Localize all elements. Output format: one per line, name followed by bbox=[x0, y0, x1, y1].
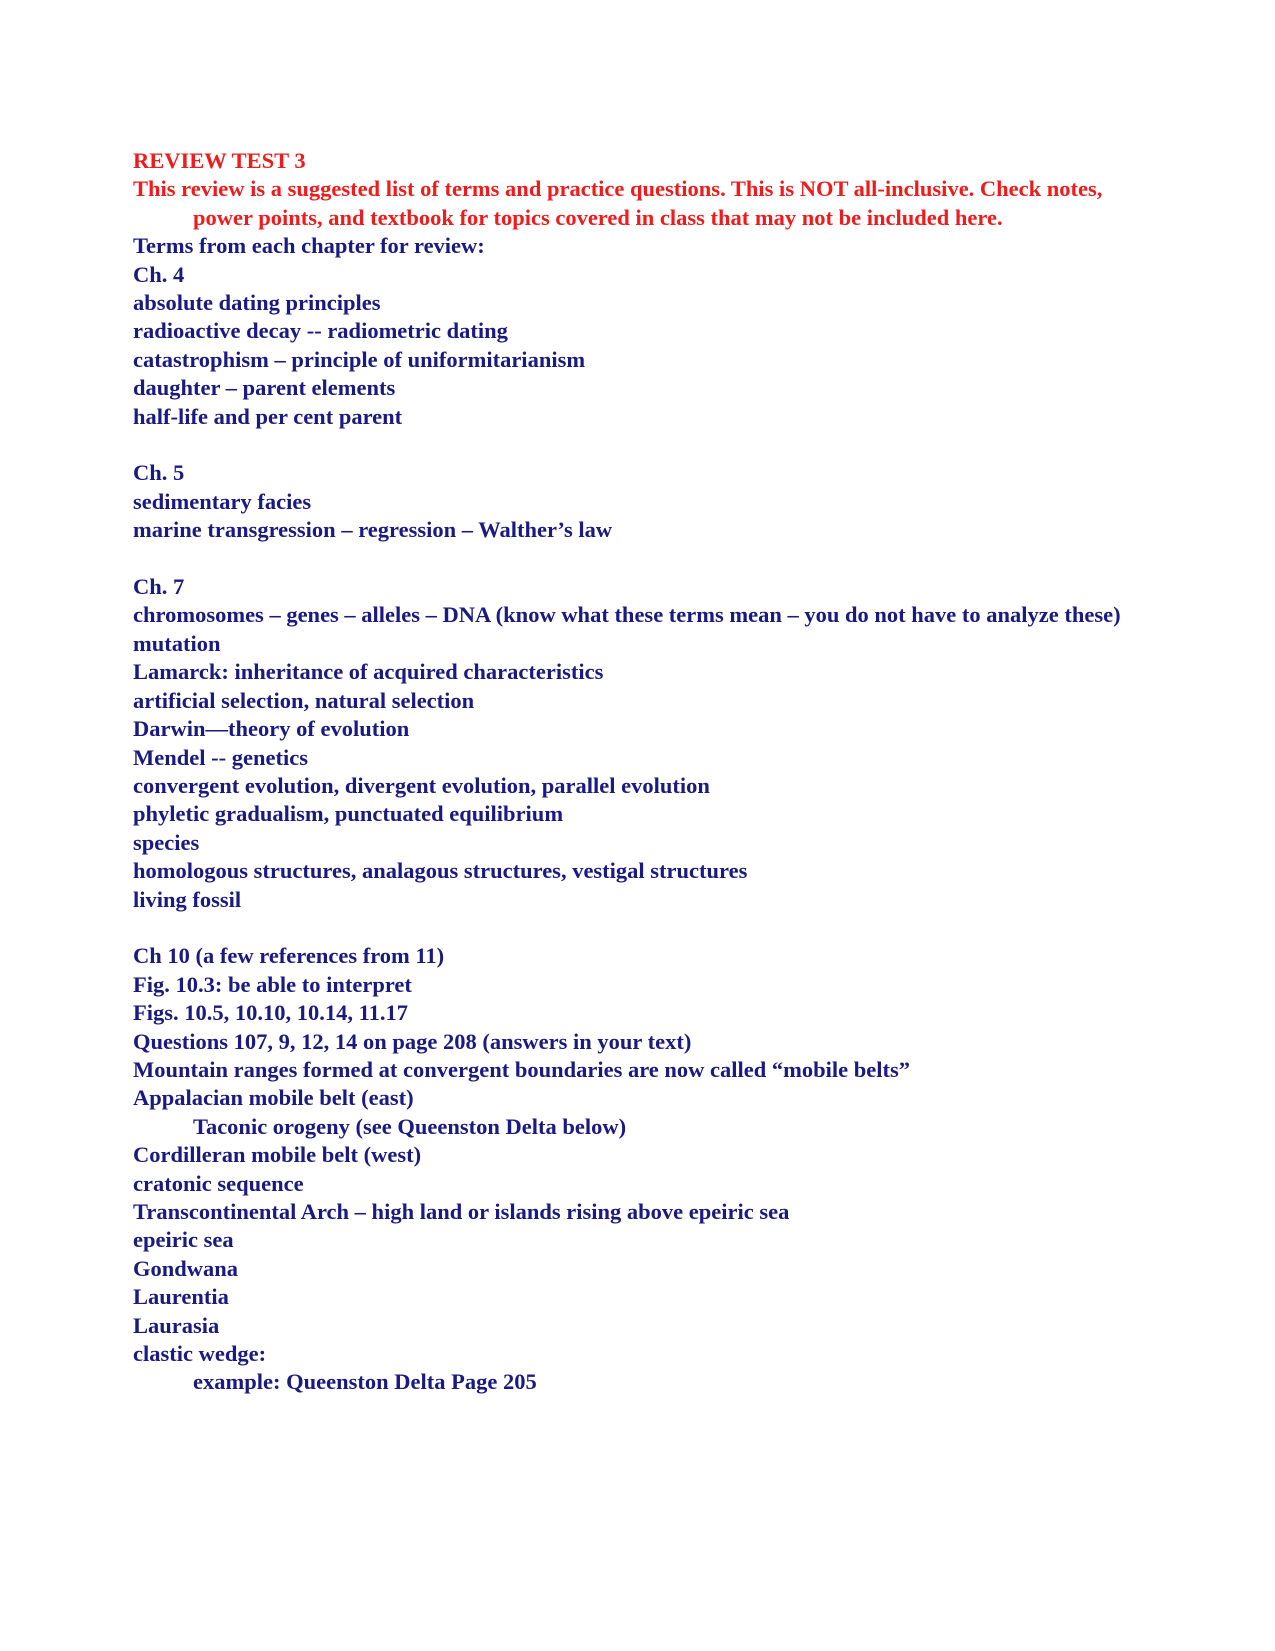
term-item: artificial selection, natural selection bbox=[133, 687, 475, 713]
chapter-heading-ch10: Ch 10 (a few references from 11) bbox=[133, 943, 445, 969]
term-item: convergent evolution, divergent evolution, parallel evolution bbox=[133, 772, 710, 798]
term-item: Appalacian mobile belt (east) bbox=[133, 1085, 414, 1111]
term-item: catastrophism – principle of uniformitarianism bbox=[133, 346, 586, 372]
term-item: Questions 107, 9, 12, 14 on page 208 (answers in your text) bbox=[133, 1028, 692, 1054]
term-item: half-life and per cent parent bbox=[133, 403, 403, 429]
section-spacer bbox=[133, 914, 1143, 942]
term-item: absolute dating principles bbox=[133, 290, 381, 316]
term-item: epeiric sea bbox=[133, 1227, 234, 1253]
review-content bbox=[133, 147, 1143, 1397]
section-spacer bbox=[133, 545, 1143, 573]
chapter-heading-ch7: Ch. 7 bbox=[133, 574, 185, 600]
term-item: Figs. 10.5, 10.10, 10.14, 11.17 bbox=[133, 1000, 409, 1026]
term-item: mutation bbox=[133, 630, 221, 656]
term-item: phyletic gradualism, punctuated equilibrium bbox=[133, 801, 564, 827]
term-item: Laurentia bbox=[133, 1284, 229, 1310]
terms-heading: Terms from each chapter for review: bbox=[133, 233, 485, 259]
term-subitem: example: Queenston Delta Page 205 bbox=[193, 1369, 537, 1395]
term-item: Gondwana bbox=[133, 1255, 239, 1281]
intro-paragraph: This review is a suggested list of terms and practice questions. This is NOT all-inclusive. Check notes, power points, and textbook for topics covered in class that may not be included here. bbox=[133, 176, 1103, 230]
term-item: sedimentary facies bbox=[133, 488, 312, 514]
term-item: chromosomes – genes – alleles – DNA (know what these terms mean – you do not have to analyze these) bbox=[133, 602, 1121, 628]
term-item: Cordilleran mobile belt (west) bbox=[133, 1142, 422, 1168]
term-item: Fig. 10.3: be able to interpret bbox=[133, 971, 412, 997]
chapter-heading-ch5: Ch. 5 bbox=[133, 460, 185, 486]
term-item: radioactive decay -- radiometric dating bbox=[133, 318, 508, 344]
term-item: Mendel -- genetics bbox=[133, 744, 308, 770]
term-item: Mountain ranges formed at convergent boundaries are now called “mobile belts” bbox=[133, 1056, 911, 1082]
term-item: clastic wedge: bbox=[133, 1341, 267, 1367]
term-item: Laurasia bbox=[133, 1312, 220, 1338]
term-item: homologous structures, analagous structures, vestigal structures bbox=[133, 858, 748, 884]
term-item: cratonic sequence bbox=[133, 1170, 304, 1196]
page-title: REVIEW TEST 3 bbox=[133, 148, 306, 173]
term-subitem: Taconic orogeny (see Queenston Delta below) bbox=[193, 1113, 627, 1139]
term-item: living fossil bbox=[133, 886, 242, 912]
term-item: Darwin—theory of evolution bbox=[133, 716, 410, 742]
chapter-heading-ch4: Ch. 4 bbox=[133, 261, 185, 287]
term-item: daughter – parent elements bbox=[133, 375, 396, 401]
term-item: species bbox=[133, 829, 200, 855]
term-item: marine transgression – regression – Walther’s law bbox=[133, 517, 613, 543]
term-item: Lamarck: inheritance of acquired characteristics bbox=[133, 659, 604, 685]
term-item: Transcontinental Arch – high land or islands rising above epeiric sea bbox=[133, 1198, 790, 1224]
section-spacer bbox=[133, 431, 1143, 459]
